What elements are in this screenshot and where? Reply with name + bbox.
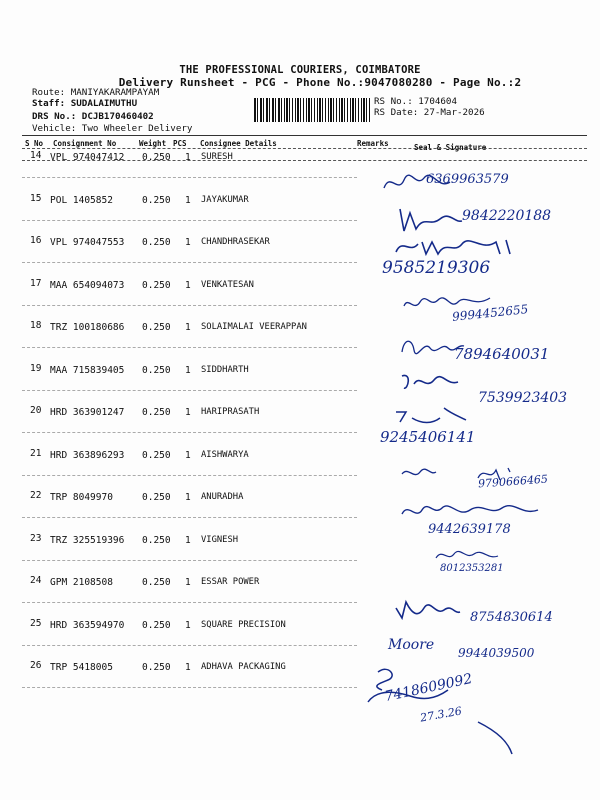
row-consignment: MAA 654094073	[50, 279, 125, 291]
row-pcs: 1	[185, 279, 191, 291]
row-weight: 0.250	[142, 577, 171, 588]
row-sno: 24	[30, 575, 42, 586]
signature-scribble-25	[392, 598, 462, 622]
row-consignee: HARIPRASATH	[201, 407, 260, 417]
signer-name-25: Moore	[388, 637, 435, 653]
col-seal: Seal & Signature	[414, 143, 487, 152]
row-consignment: GPM 2108508	[50, 577, 113, 588]
vehicle-label: Vehicle: Two Wheeler Delivery	[32, 123, 193, 134]
row-divider	[22, 262, 357, 263]
row-sno: 15	[30, 192, 42, 204]
row-consignee: CHANDHRASEKAR	[201, 237, 270, 247]
signature-scribble-19	[398, 370, 468, 394]
runsheet-title: Delivery Runsheet - PCG - Phone No.:9047080280 - Page No.:2	[118, 76, 522, 89]
row-consignee: ESSAR POWER	[201, 577, 260, 587]
barcode	[284, 98, 372, 122]
signature-scribble-15	[396, 205, 466, 235]
row-consignee: SIDDHARTH	[201, 364, 249, 375]
row-weight: 0.250	[142, 279, 171, 291]
row-weight: 0.250	[142, 322, 171, 333]
phone-15: 9842220188	[462, 208, 552, 224]
row-consignee: SURESH	[201, 152, 233, 162]
row-consignment: MAA 715839405	[50, 364, 125, 376]
row-sno: 18	[30, 320, 42, 331]
row-weight: 0.250	[142, 492, 171, 503]
signature-scribble-16	[392, 236, 522, 258]
date-26: 27.3.26	[419, 704, 463, 725]
row-weight: 0.250	[142, 662, 171, 673]
phone-26-alt: 7418609092	[383, 670, 474, 706]
row-pcs: 1	[185, 364, 191, 376]
row-sno: 26	[30, 660, 42, 671]
row-divider	[22, 602, 357, 603]
row-divider	[22, 347, 357, 348]
row-weight: 0.250	[142, 619, 171, 631]
row-pcs: 1	[185, 619, 191, 631]
row-sno: 22	[30, 490, 42, 501]
row-consignee: SOLAIMALAI VEERAPPAN	[201, 322, 307, 332]
row-divider	[22, 475, 357, 476]
row-consignment: HRD 363901247	[50, 407, 125, 418]
row-pcs: 1	[185, 534, 191, 546]
row-divider	[22, 220, 357, 221]
col-remarks: Remarks	[357, 139, 389, 148]
row-weight: 0.250	[142, 237, 171, 248]
phone-14: 6369963579	[426, 172, 509, 187]
phone-25: 8754830614	[470, 610, 553, 625]
drs-label: DRS No.: DCJB170460402	[32, 111, 154, 122]
row-weight: 0.250	[142, 194, 171, 206]
row-consignment: TRZ 100180686	[50, 322, 125, 333]
row-sno: 17	[30, 277, 42, 289]
row-consignee: JAYAKUMAR	[201, 194, 249, 205]
row-consignment: TRP 8049970	[50, 492, 113, 503]
rs-date: RS Date: 27-Mar-2026	[374, 107, 485, 118]
row-consignment: TRZ 325519396	[50, 534, 125, 546]
row-weight: 0.250	[142, 407, 171, 418]
row-sno: 21	[30, 447, 42, 459]
signature-scribble-22	[398, 500, 548, 522]
row-sno: 20	[30, 405, 42, 416]
row-consignment: HRD 363594970	[50, 619, 125, 631]
phone-21: 9790666465	[477, 472, 549, 491]
row-consignee: VENKATESAN	[201, 279, 254, 290]
phone-18: 7894640031	[454, 345, 550, 363]
row-pcs: 1	[185, 407, 191, 418]
row-divider	[22, 305, 357, 306]
col-weight: Weight	[139, 139, 167, 148]
signature-scribble-23	[432, 546, 502, 564]
phone-26: 9944039500	[458, 646, 535, 660]
rs-number: RS No.: 1704604	[374, 96, 457, 107]
row-consignee: ANURADHA	[201, 492, 244, 502]
row-consignment: VPL 974047412	[50, 152, 125, 163]
company-title: THE PROFESSIONAL COURIERS, COIMBATORE	[179, 64, 421, 76]
row-sno: 19	[30, 362, 42, 374]
row-pcs: 1	[185, 152, 191, 163]
row-consignment: VPL 974047553	[50, 237, 125, 248]
row-pcs: 1	[185, 237, 191, 248]
phone-17: 9994452655	[451, 302, 529, 324]
col-pcs: PCS	[173, 139, 187, 148]
row-weight: 0.250	[142, 534, 171, 546]
row-consignee: VIGNESH	[201, 534, 239, 545]
staff-label: Staff: SUDALAIMUTHU	[32, 98, 138, 109]
header-rule-bottom	[22, 148, 587, 149]
row-pcs: 1	[185, 322, 191, 333]
row-divider	[22, 517, 357, 518]
route-label: Route: MANIYAKARAMPAYAM	[32, 87, 160, 98]
row-divider	[22, 687, 357, 688]
row-divider	[22, 177, 357, 178]
barcode-left	[254, 98, 284, 122]
row-weight: 0.250	[142, 364, 171, 376]
row-consignment: HRD 363896293	[50, 449, 125, 461]
phone-22: 9442639178	[428, 522, 511, 537]
row-consignment: TRP 5418005	[50, 662, 113, 673]
row-consignee: AISHWARYA	[201, 449, 249, 460]
signature-scribble-20	[392, 404, 482, 428]
row-pcs: 1	[185, 449, 191, 461]
col-sno: S No	[25, 139, 44, 148]
col-consignee: Consignee Details	[200, 139, 277, 148]
row-sno: 23	[30, 532, 42, 544]
row-divider	[22, 432, 357, 433]
phone-16: 9585219306	[382, 258, 491, 278]
row-divider	[22, 645, 357, 646]
phone-23: 8012353281	[440, 563, 504, 574]
row-pcs: 1	[185, 662, 191, 673]
row-sno: 14	[30, 150, 42, 161]
row-consignee: SQUARE PRECISION	[201, 619, 286, 630]
row-divider	[22, 560, 357, 561]
phone-20: 9245406141	[380, 428, 476, 446]
row-pcs: 1	[185, 492, 191, 503]
row-sno: 25	[30, 617, 42, 629]
col-consignment: Consignment No	[53, 139, 117, 148]
header-rule-top	[22, 135, 587, 136]
row-weight: 0.250	[142, 449, 171, 461]
row-consignment: POL 1405852	[50, 194, 113, 206]
phone-19: 7539923403	[478, 390, 568, 406]
row-sno: 16	[30, 235, 42, 246]
row-pcs: 1	[185, 194, 191, 206]
row-pcs: 1	[185, 577, 191, 588]
row-weight: 0.250	[142, 152, 171, 163]
row-consignee: ADHAVA PACKAGING	[201, 662, 286, 672]
row-divider	[22, 390, 357, 391]
